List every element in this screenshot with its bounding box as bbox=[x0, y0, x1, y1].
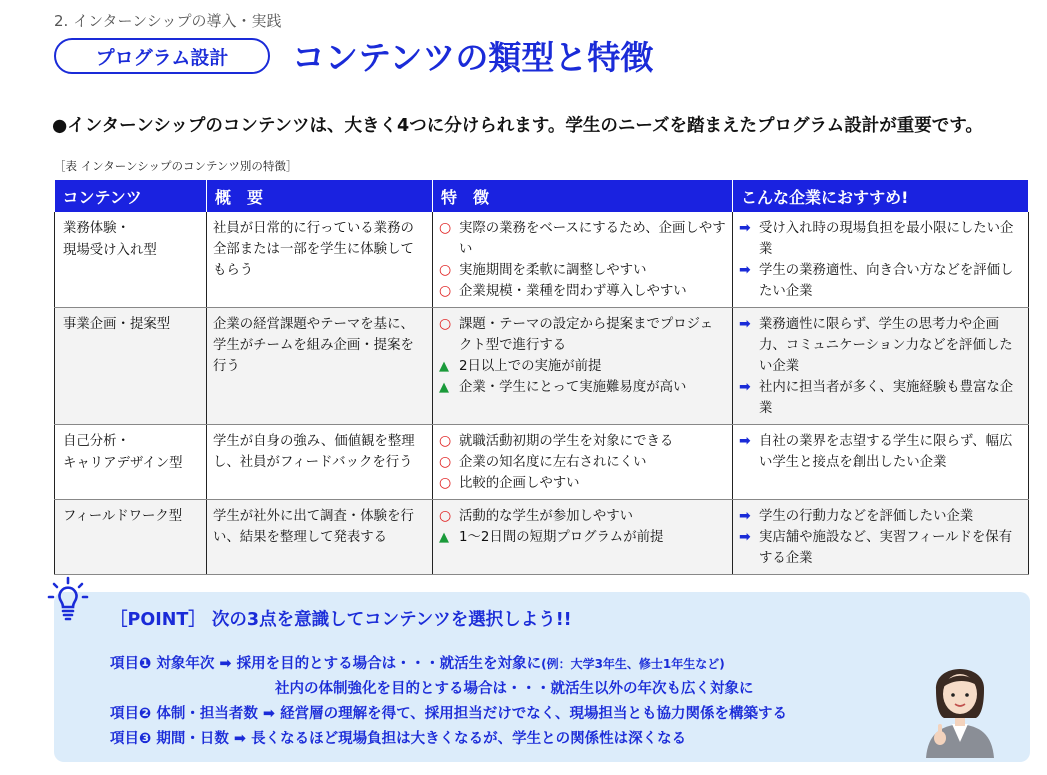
recommend-text: 学生の行動力などを評価したい企業 bbox=[759, 509, 974, 524]
recommend-text: 自社の業界を志望する学生に限らず、幅広い学生と接点を創出したい企業 bbox=[759, 434, 1013, 470]
feature-item bbox=[439, 281, 726, 302]
point-item-1 bbox=[110, 652, 725, 673]
table-row bbox=[55, 308, 1029, 425]
feature-text: 課題・テーマの設定から提案までプロジェクト型で進行する bbox=[459, 317, 714, 353]
recommend-item bbox=[739, 218, 1022, 260]
circle-mark-icon: ○ bbox=[439, 262, 452, 278]
table-row bbox=[55, 212, 1029, 308]
recommend-text: 実店舗や施設など、実習フィールドを保有する企業 bbox=[759, 530, 1013, 566]
content-name-line: キャリアデザイン型 bbox=[63, 456, 183, 471]
recommend-text: 業務適性に限らず、学生の思考力や企画力、コミュニケーション力などを評価したい企業 bbox=[759, 317, 1013, 374]
circle-mark-icon: ○ bbox=[439, 283, 452, 299]
feature-text: 比較的企画しやすい bbox=[459, 476, 580, 491]
feature-item bbox=[439, 473, 726, 494]
point-item-1-text: ➡ 採用を目的とする場合は・・・就活生を対象に bbox=[219, 656, 542, 672]
arrow-right-icon: ➡ bbox=[739, 379, 751, 395]
cell-recommend bbox=[733, 500, 1029, 575]
feature-text: 企業の知名度に左右されにくい bbox=[459, 455, 647, 470]
feature-text: 企業・学生にとって実施難易度が高い bbox=[459, 380, 687, 395]
cell-features bbox=[433, 212, 733, 308]
triangle-mark-icon: ▲ bbox=[439, 359, 449, 374]
content-name-line: フィールドワーク型 bbox=[63, 509, 183, 524]
triangle-mark-icon: ▲ bbox=[439, 530, 449, 545]
cell-features bbox=[433, 308, 733, 425]
arrow-right-icon: ➡ bbox=[739, 529, 751, 545]
point-item-2-text: ➡ 経営層の理解を得て、採用担当だけでなく、現場担当とも協力関係を構築する bbox=[262, 706, 788, 722]
table-row bbox=[55, 425, 1029, 500]
point-item-3-label: 項目❸ 期間・日数 bbox=[110, 731, 229, 747]
header-features: 特 徴 bbox=[433, 180, 733, 212]
feature-text: 活動的な学生が参加しやすい bbox=[459, 509, 634, 524]
recommend-item bbox=[739, 260, 1022, 302]
recommend-item bbox=[739, 314, 1022, 377]
cell-content-name bbox=[55, 308, 207, 425]
circle-mark-icon: ○ bbox=[439, 454, 452, 470]
cell-recommend bbox=[733, 308, 1029, 425]
header-content: コンテンツ bbox=[55, 180, 207, 212]
point-item-2 bbox=[110, 702, 787, 723]
content-table bbox=[54, 180, 1029, 575]
recommend-item bbox=[739, 377, 1022, 419]
cell-summary: 社員が日常的に行っている業務の全部または一部を学生に体験してもらう bbox=[207, 212, 433, 308]
content-name-line: 現場受け入れ型 bbox=[63, 243, 157, 258]
content-name-line: 事業企画・提案型 bbox=[63, 317, 171, 332]
arrow-right-icon: ➡ bbox=[739, 316, 751, 332]
cell-recommend bbox=[733, 212, 1029, 308]
feature-item bbox=[439, 356, 726, 377]
feature-item bbox=[439, 377, 726, 398]
cell-recommend bbox=[733, 425, 1029, 500]
recommend-item bbox=[739, 506, 1022, 527]
arrow-right-icon: ➡ bbox=[739, 220, 751, 236]
cell-features bbox=[433, 425, 733, 500]
feature-item bbox=[439, 218, 726, 260]
circle-mark-icon: ○ bbox=[439, 475, 452, 491]
circle-mark-icon: ○ bbox=[439, 508, 452, 524]
triangle-mark-icon: ▲ bbox=[439, 380, 449, 395]
feature-text: 2日以上での実施が前提 bbox=[459, 359, 602, 374]
point-item-2-label: 項目❷ 体制・担当者数 bbox=[110, 706, 258, 722]
arrow-right-icon: ➡ bbox=[739, 508, 751, 524]
page-title: コンテンツの類型と特徴 bbox=[292, 38, 654, 77]
circle-mark-icon: ○ bbox=[439, 433, 452, 449]
arrow-right-icon: ➡ bbox=[739, 262, 751, 278]
point-item-1-label: 項目❶ 対象年次 bbox=[110, 656, 215, 672]
table-caption: ［表 インターンシップのコンテンツ別の特徴］ bbox=[54, 159, 298, 173]
cell-content-name bbox=[55, 500, 207, 575]
feature-text: 実際の業務をベースにするため、企画しやすい bbox=[459, 221, 726, 257]
table-row bbox=[55, 500, 1029, 575]
feature-item bbox=[439, 506, 726, 527]
header-summary: 概 要 bbox=[207, 180, 433, 212]
recommend-item bbox=[739, 431, 1022, 473]
content-name-line: 自己分析・ bbox=[63, 434, 130, 449]
feature-item bbox=[439, 431, 726, 452]
table-header-row bbox=[55, 180, 1029, 212]
circle-mark-icon: ○ bbox=[439, 316, 452, 332]
feature-item bbox=[439, 527, 726, 548]
breadcrumb: 2. インターンシップの導入・実践 bbox=[54, 12, 282, 30]
recommend-text: 受け入れ時の現場負担を最小限にしたい企業 bbox=[759, 221, 1014, 257]
header-recommend: こんな企業におすすめ! bbox=[733, 180, 1029, 212]
feature-text: 就職活動初期の学生を対象にできる bbox=[459, 434, 674, 449]
cell-summary: 学生が社外に出て調査・体験を行い、結果を整理して発表する bbox=[207, 500, 433, 575]
feature-text: 1～2日間の短期プログラムが前提 bbox=[459, 530, 664, 545]
feature-item bbox=[439, 452, 726, 473]
point-item-1-line2: 社内の体制強化を目的とする場合は・・・就活生以外の年次も広く対象に bbox=[275, 681, 754, 697]
recommend-text: 社内に担当者が多く、実施経験も豊富な企業 bbox=[759, 380, 1014, 416]
recommend-item bbox=[739, 527, 1022, 569]
point-item-3-text: ➡ 長くなるほど現場負担は大きくなるが、学生との関係性は深くなる bbox=[233, 731, 687, 747]
feature-text: 企業規模・業種を問わず導入しやすい bbox=[459, 284, 687, 299]
lightbulb-icon bbox=[46, 575, 90, 625]
point-title: ［POINT］ 次の3点を意識してコンテンツを選択しよう!! bbox=[110, 610, 572, 630]
recommend-text: 学生の業務適性、向き合い方などを評価したい企業 bbox=[759, 263, 1014, 299]
feature-item bbox=[439, 314, 726, 356]
feature-item bbox=[439, 260, 726, 281]
section-pill: プログラム設計 bbox=[54, 38, 270, 74]
cell-content-name bbox=[55, 425, 207, 500]
cell-summary: 企業の経営課題やテーマを基に、学生がチームを組み企画・提案を行う bbox=[207, 308, 433, 425]
content-name-line: 業務体験・ bbox=[63, 221, 130, 236]
feature-text: 実施期間を柔軟に調整しやすい bbox=[459, 263, 647, 278]
businesswoman-illustration bbox=[920, 650, 1000, 758]
cell-summary: 学生が自身の強み、価値観を整理し、社員がフィードバックを行う bbox=[207, 425, 433, 500]
cell-content-name bbox=[55, 212, 207, 308]
circle-mark-icon: ○ bbox=[439, 220, 452, 236]
point-item-1-note: (例：大学3年生、修士1年生など) bbox=[541, 657, 725, 671]
point-item-3 bbox=[110, 727, 686, 748]
cell-features bbox=[433, 500, 733, 575]
lead-text: ●インターンシップのコンテンツは、大きく4つに分けられます。学生のニーズを踏まえたプログラム設計が重要です。 bbox=[52, 116, 983, 136]
arrow-right-icon: ➡ bbox=[739, 433, 751, 449]
